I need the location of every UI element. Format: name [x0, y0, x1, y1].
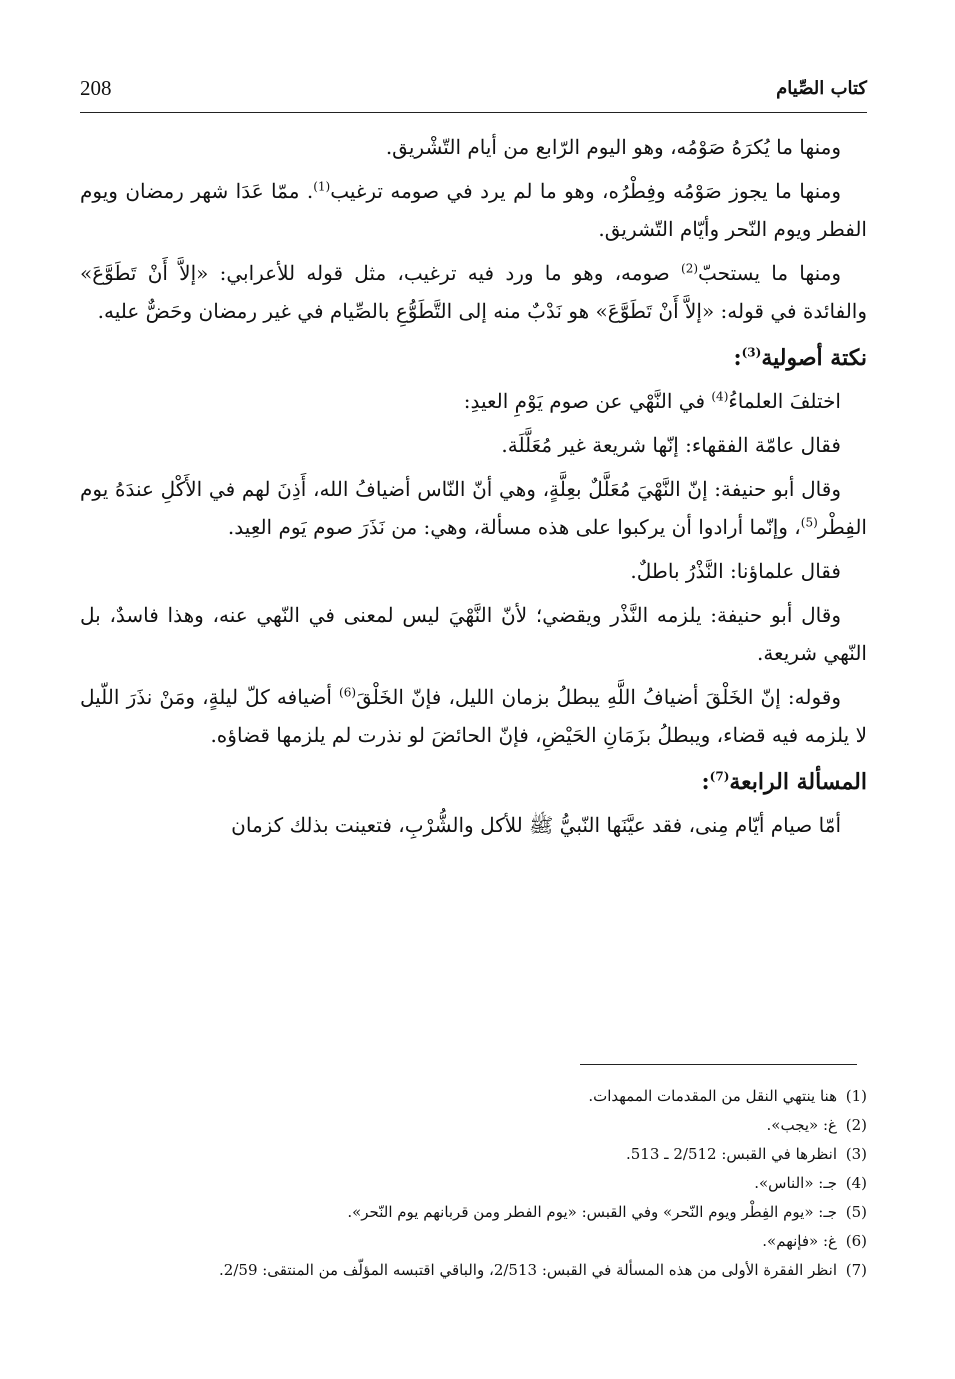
footnote-number: (2): [845, 1116, 867, 1134]
paragraph-1: ومنها ما يُكرَهُ صَوْمُه، وهو اليوم الرّابع من أيام التّشْريق.: [385, 135, 841, 159]
paragraph-7: فقال علماؤنا: النَّذْرُ باطلٌ.: [630, 559, 841, 583]
heading-1-text: نكتة أصولية: [761, 345, 867, 371]
heading-usuli-note: [80, 338, 867, 378]
main-text: [80, 128, 867, 850]
footnote-number: (4): [845, 1174, 867, 1192]
paragraph-9: [80, 678, 867, 754]
footnote-ref-3: (3): [741, 345, 762, 360]
footnote-ref-1: (1): [313, 179, 331, 194]
running-title: كتاب الصِّيام: [776, 78, 867, 99]
footnote-ref-5: (5): [800, 515, 818, 530]
footnote-ref-7: (7): [709, 769, 730, 784]
paragraph-9-text-a: وقوله: إنّ الخَلْقَ أضيافُ اللَّهِ يبطلُ بزمان الليل، فإنّ الخَلْقَ: [356, 685, 841, 709]
footnote-number: (1): [845, 1087, 867, 1105]
footnote-text: انظر الفقرة الأولى من هذه المسألة في القبس: 2/513، والباقي اقتبسه المؤلّف من المنتقى: 2/59.: [219, 1261, 837, 1279]
footnote-text: غ: «فإنهم».: [762, 1232, 837, 1250]
paragraph-6: [80, 470, 867, 546]
footnote-text: غ: «يجب».: [766, 1116, 837, 1134]
paragraph-3-text-b: صومه، وهو ما ورد فيه ترغيب، مثل قوله للأعرابي: «إلاَّ أَنْ تَطَوَّعَ» والفائدة في قوله: «إلاَّ أَنْ تَطَوَّعَ» هو نَدْبٌ منه إلى التَّطَوُّعِ بالصِّيام في غير رمضان وحَضٌّ عليه.: [80, 261, 867, 323]
footnote-number: (6): [845, 1232, 867, 1250]
footnote-ref-4: (4): [711, 389, 729, 404]
paragraph-2-text-a: ومنها ما يجوز صَوْمُه وفِطْرُه، وهو ما لم يرد في صومه ترغيب: [330, 179, 841, 203]
footnote-ref-2: (2): [681, 261, 699, 276]
footnote-1: [80, 1082, 867, 1111]
paragraph-6-text-b: ، وإنّما أرادوا أن يركبوا على هذه مسألة، وهي: من نَذَرَ صوم يَوم العِيد.: [227, 515, 801, 539]
footnote-5: [80, 1198, 867, 1227]
footnote-ref-6: (6): [339, 685, 357, 700]
footnote-3: [80, 1140, 867, 1169]
paragraph-9-text-b: أضيافه كلّ ليلةٍ، ومَنْ نذَرَ اللّيل لا يلزمه فيه قضاء، ويبطلُ بزَمَانِ الحَيْضِ، فإنّ الحائضَ لو نذرت لم يلزمها قضاؤه.: [80, 685, 867, 747]
heading-1-colon: :: [733, 345, 742, 371]
footnotes: [80, 1082, 867, 1285]
footnote-text: هنا ينتهي النقل من المقدمات الممهدات.: [588, 1087, 837, 1105]
footnote-6: [80, 1227, 867, 1256]
footnote-number: (5): [845, 1203, 867, 1221]
page-number: 208: [80, 76, 112, 100]
paragraph-4-text-b: في النَّهْي عن صوم يَوْمِ العيدِ:: [463, 389, 712, 413]
paragraph-2-text-b: . ممّا عَدَا شهر رمضان ويوم الفطر ويوم النّحر وأيّام التّشريق.: [80, 179, 867, 241]
heading-fourth-issue: [80, 762, 867, 802]
heading-2-colon: :: [701, 769, 710, 795]
paragraph-4-text-a: اختلفَ العلماءُ: [728, 389, 841, 413]
heading-2-text: المسألة الرابعة: [729, 769, 867, 795]
footnote-text: جـ: «الناس».: [754, 1174, 837, 1192]
page-header: [80, 72, 867, 113]
footnote-text: جـ: «يوم الفِطْر ويوم النّحر» وفي القبس: «يوم الفطر ومن قربانهم يوم النّحر».: [347, 1203, 837, 1221]
footnote-number: (3): [845, 1145, 867, 1163]
paragraph-6-text-a: وقال أبو حنيفة: إنّ النَّهْيَ مُعَلَّلٌ بعِلَّةٍ، وهي أنّ النّاس أضيافُ الله، أَذِنَ لهم في الأَكْلِ عندَهُ يوم الفِطْر: [80, 477, 867, 539]
paragraph-5: فقال عامّة الفقهاء: إنّها شريعة غير مُعَلَّلَة.: [501, 433, 841, 457]
paragraph-3-text-a: ومنها ما يستحبّ: [698, 261, 841, 285]
paragraph-8: وقال أبو حنيفة: يلزمه النَّذْر ويقضي؛ لأنّ النَّهْيَ ليس لمعنى في النّهي عنه، وهذا فاسدٌ، بل النّهي شريعة.: [80, 603, 867, 665]
footnote-7: [80, 1256, 867, 1285]
footnote-number: (7): [845, 1261, 867, 1279]
footnote-4: [80, 1169, 867, 1198]
footnote-separator: [580, 1064, 857, 1065]
paragraph-10: أمّا صيام أيّام مِنى، فقد عيَّنَها النّبيُّ ﷺ للأكل والشُّرْبِ، فتعينت بذلك كزمان: [231, 813, 841, 837]
paragraph-2: [80, 172, 867, 248]
paragraph-3: [80, 254, 867, 330]
footnote-text: انظرها في القبس: 2/512 ـ 513.: [625, 1145, 837, 1163]
paragraph-4: [80, 382, 867, 420]
footnote-2: [80, 1111, 867, 1140]
